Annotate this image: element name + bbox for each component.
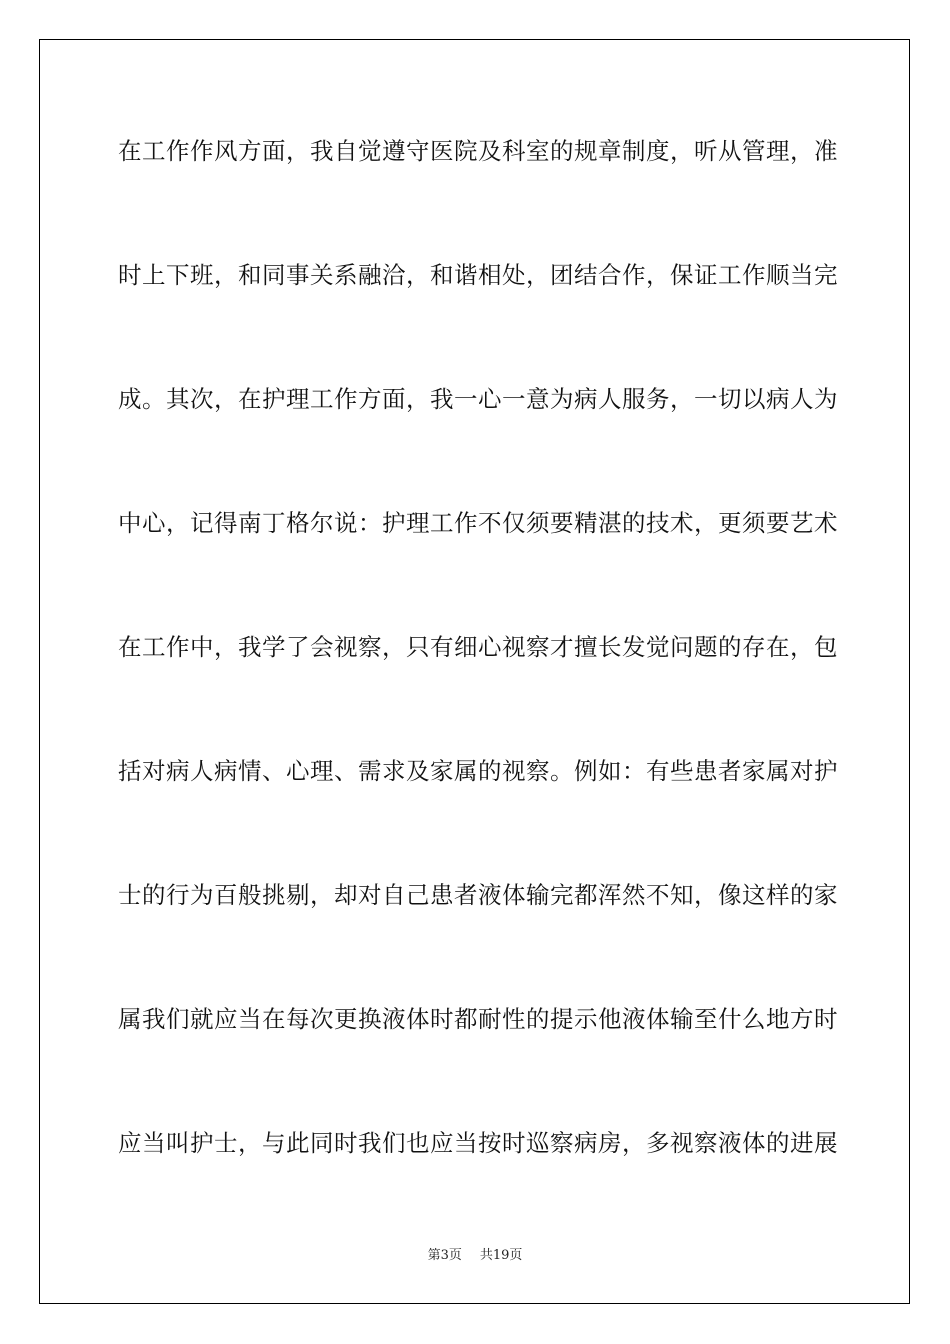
body-line: 时上下班，和同事关系融洽，和谐相处，团结合作，保证工作顺当完 (118, 261, 838, 289)
page-footer (0, 1246, 950, 1266)
body-line: 括对病人病情、心理、需求及家属的视察。例如：有些患者家属对护 (118, 757, 838, 785)
page-number: 第3页 (427, 1248, 462, 1263)
page-total: 共19页 (479, 1248, 523, 1263)
body-line: 应当叫护士，与此同时我们也应当按时巡察病房，多视察液体的进展 (118, 1129, 838, 1157)
body-line: 士的行为百般挑剔，却对自己患者液体输完都浑然不知，像这样的家 (118, 881, 838, 909)
body-line: 在工作作风方面，我自觉遵守医院及科室的规章制度，听从管理，准 (118, 137, 838, 165)
body-line: 属我们就应当在每次更换液体时都耐性的提示他液体输至什么地方时 (118, 1005, 838, 1033)
page-border (39, 39, 910, 1304)
body-line: 中心，记得南丁格尔说：护理工作不仅须要精湛的技术，更须要艺术 (118, 509, 838, 537)
body-line: 成。其次，在护理工作方面，我一心一意为病人服务，一切以病人为 (118, 385, 838, 413)
body-line: 在工作中，我学了会视察，只有细心视察才擅长发觉问题的存在，包 (118, 633, 838, 661)
